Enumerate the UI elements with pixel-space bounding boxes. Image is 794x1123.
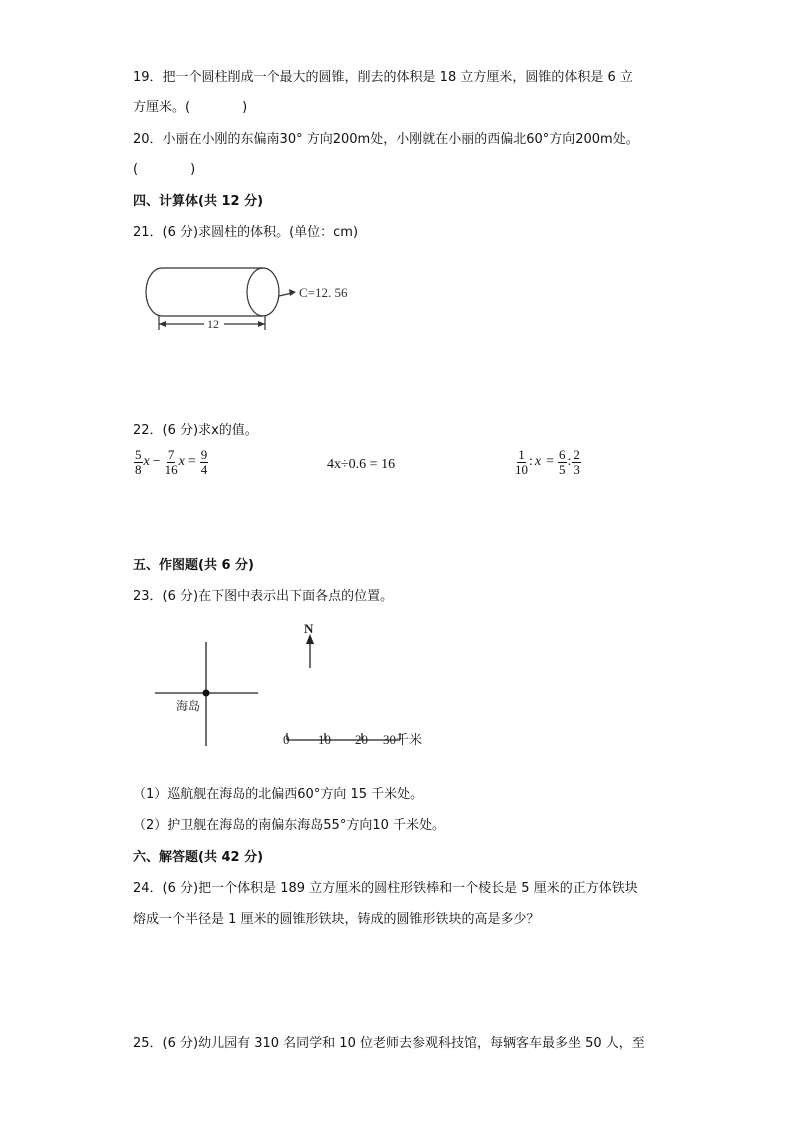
equation-1 bbox=[133, 448, 209, 476]
map-figure bbox=[150, 620, 440, 755]
eq3-b-den: 5 bbox=[559, 461, 566, 477]
q20-line2: ( ) bbox=[133, 162, 196, 177]
q19-line2: 方厘米。( ) bbox=[133, 100, 248, 115]
q24-line1: 24．(6 分)把一个体积是 189 立方厘米的圆柱形铁棒和一个棱长是 5 厘米的正方体铁块 bbox=[133, 881, 638, 896]
eq1-b-den: 16 bbox=[164, 461, 178, 477]
eq1-var1: x bbox=[143, 454, 150, 470]
eq1-equals: = bbox=[187, 454, 196, 470]
length-label: 12 bbox=[207, 317, 219, 331]
eq3-var: x bbox=[534, 454, 542, 470]
section-6-heading: 六、解答题(共 42 分) bbox=[133, 850, 264, 865]
q21-text: 21．(6 分)求圆柱的体积。(单位：cm) bbox=[133, 225, 359, 240]
cylinder-right-end bbox=[247, 268, 279, 316]
eq1-a-num: 5 bbox=[135, 447, 142, 462]
q22-text: 22．(6 分)求x的值。 bbox=[133, 423, 258, 438]
q19-line1: 19．把一个圆柱削成一个最大的圆锥，削去的体积是 18 立方厘米，圆锥的体积是 6 立 bbox=[133, 70, 633, 85]
eq1-c-den: 4 bbox=[200, 461, 208, 477]
q23-item-2: （2）护卫舰在海岛的南偏东海岛55°方向10 千米处。 bbox=[133, 818, 445, 833]
eq1-c-num: 9 bbox=[200, 447, 208, 462]
north-label: N bbox=[304, 621, 314, 636]
scale-label-30: 30千米 bbox=[383, 732, 423, 747]
eq3-a-den: 10 bbox=[515, 461, 528, 477]
eq3-c-den: 3 bbox=[573, 461, 580, 477]
eq1-var2: x bbox=[178, 454, 185, 470]
section-4-heading: 四、计算体(共 12 分) bbox=[133, 194, 264, 209]
equation-3 bbox=[514, 448, 582, 476]
eq3-b-num: 6 bbox=[559, 447, 566, 462]
q24-line2: 熔成一个半径是 1 厘米的圆锥形铁块，铸成的圆锥形铁块的高是多少？ bbox=[133, 912, 540, 927]
cylinder-left-end bbox=[146, 268, 162, 316]
eq3-colon2: : bbox=[567, 454, 572, 470]
q25-line1: 25．(6 分)幼儿园有 310 名同学和 10 位老师去参观科技馆，每辆客车最多坐 50 人，至 bbox=[133, 1036, 645, 1051]
eq1-minus: − bbox=[152, 454, 161, 470]
circumference-label: C=12. 56 bbox=[299, 285, 348, 300]
equation-2: 4x÷0.6 = 16 bbox=[327, 457, 396, 472]
eq1-a-den: 8 bbox=[135, 461, 142, 477]
cylinder-figure bbox=[140, 258, 370, 338]
q23-text: 23．(6 分)在下图中表示出下面各点的位置。 bbox=[133, 589, 394, 604]
scale-label-20: 20 bbox=[355, 732, 368, 747]
cylinder-body-edges bbox=[162, 268, 263, 316]
dim-arrow-left bbox=[159, 321, 166, 327]
eq1-b-num: 7 bbox=[167, 447, 175, 462]
eq3-c-num: 2 bbox=[573, 447, 580, 462]
island-label: 海岛 bbox=[176, 699, 201, 713]
scale-label-10: 10 bbox=[318, 732, 331, 747]
q20-line1: 20．小丽在小刚的东偏南30° 方向200m处，小刚就在小丽的西偏北60°方向200m处。 bbox=[133, 132, 639, 147]
arrowhead bbox=[289, 289, 296, 296]
section-5-heading: 五、作图题(共 6 分) bbox=[133, 558, 254, 573]
eq3-equals: = bbox=[546, 454, 555, 470]
scale-label-0: 0 bbox=[283, 732, 290, 747]
dim-arrow-right bbox=[258, 321, 265, 327]
eq3-a-num: 1 bbox=[518, 447, 525, 462]
island-point bbox=[203, 690, 210, 697]
q23-item-1: （1）巡航舰在海岛的北偏西60°方向 15 千米处。 bbox=[133, 787, 424, 802]
eq3-colon1: : bbox=[529, 454, 533, 470]
